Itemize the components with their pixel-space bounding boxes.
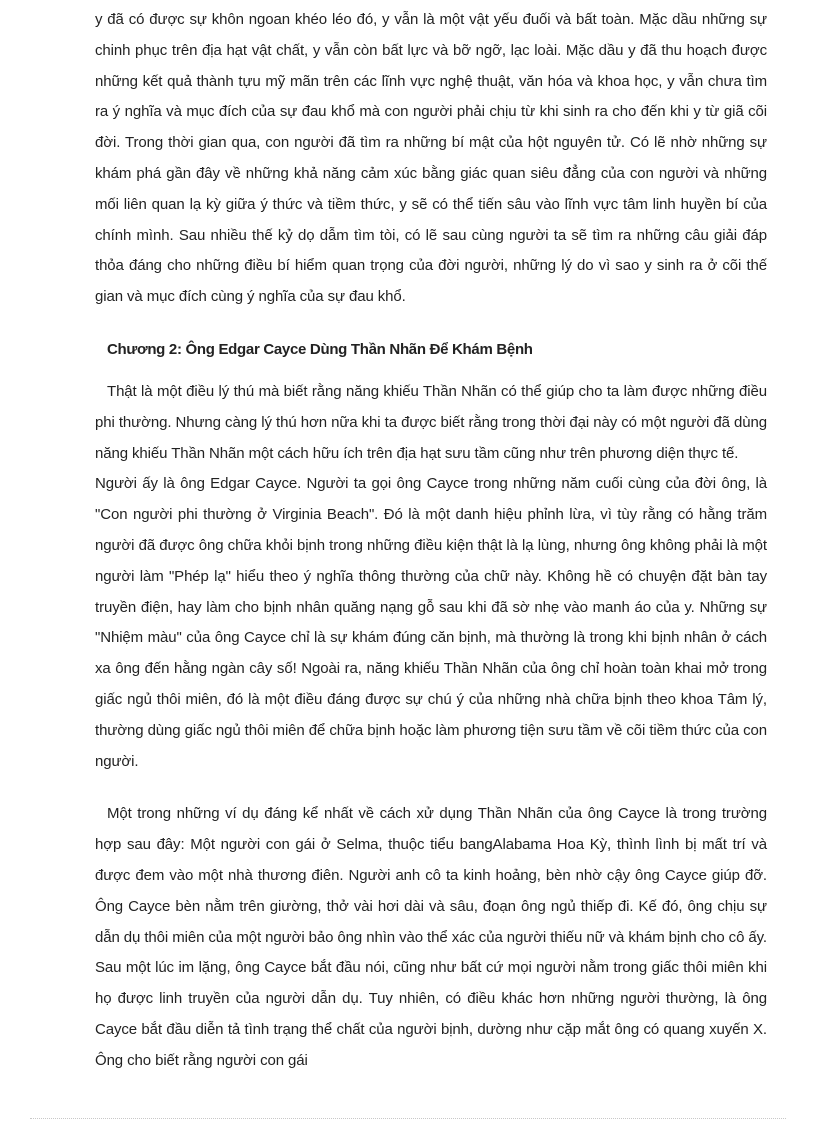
intro-paragraph: y đã có được sự khôn ngoan khéo léo đó, y vẫn là một vật yếu đuối và bất toàn. Mặc dầu những sự chinh phục trên địa hạt vật chất, y vẫn còn bất lực và bỡ ngỡ, lạc loài. Mặc dầu y đã thu hoạch được những kết quả thành tựu mỹ mãn trên các lĩnh vực nghệ thuật, văn hóa và khoa học, y vẫn chưa tìm ra ý nghĩa và mục đích của sự đau khổ mà con người phải chịu từ khi sinh ra cho đến khi y từ giã cõi đời. Trong thời gian qua, con người đã tìm ra những bí mật của hột nguyên tử. Có lẽ nhờ những sự khám phá gần đây về những khả năng cảm xúc bằng giác quan siêu đẳng của con người và những mối liên quan lạ kỳ giữa ý thức và tiềm thức, y sẽ có thể tiến sâu vào lĩnh vực tâm linh huyền bí của chính mình. Sau nhiều thế kỷ dọ dẫm tìm tòi, có lẽ sau cùng người ta sẽ tìm ra những câu giải đáp thỏa đáng cho những điều bí hiểm quan trọng của đời người, những lý do vì sao y sinh ra ở cõi thế gian và mục đích cùng ý nghĩa của sự đau khổ. — [95, 11, 767, 306]
document-body — [95, 5, 767, 1077]
chapter-paragraph-1-continued: Người ấy là ông Edgar Cayce. Người ta gọi ông Cayce trong những năm cuối cùng của đời ông, là "Con người phi thường ở Virginia Beach". Đó là một danh hiệu phỉnh lừa, vì tùy rằng có hằng trăm người đã được ông chữa khỏi bịnh trong những điều kiện thật là lạ lùng, nhưng ông không phải là một người làm "Phép lạ" hiểu theo ý nghĩa thông thường của chữ này. Không hề có chuyện đặt bàn tay truyền điện, hay làm cho bịnh nhân quăng nạng gỗ sau khi đã sờ nhẹ vào manh áo của y. Những sự "Nhiệm màu" của ông Cayce chỉ là sự khám đúng căn bịnh, mà thường là trong khi bịnh nhân ở cách xa ông đến hằng ngàn cây số! Ngoài ra, năng khiếu Thần Nhãn của ông chỉ hoàn toàn khai mở trong giấc ngủ thôi miên, đó là một điều đáng được sự chú ý của những nhà chữa bịnh theo khoa Tâm lý, thường dùng giấc ngủ thôi miên để chữa bịnh hoặc làm phương tiện sưu tầm về cõi tiềm thức của con người. — [95, 475, 767, 770]
chapter-paragraph-1-opening: Thật là một điều lý thú mà biết rằng năng khiếu Thần Nhãn có thể giúp cho ta làm được những điều phi thường. Nhưng càng lý thú hơn nữa khi ta được biết rằng trong thời đại này có một người đã dùng năng khiếu Thần Nhãn một cách hữu ích trên địa hạt sưu tầm cũng như trên phương diện thực tế. — [95, 382, 767, 462]
chapter-paragraph-2: Một trong những ví dụ đáng kể nhất về cách xử dụng Thần Nhãn của ông Cayce là trong trường hợp sau đây: Một người con gái ở Selma, thuộc tiểu bangAlabama Hoa Kỳ, thình lình bị mất trí và được đem vào một nhà thương điên. Người anh cô ta kinh hoảng, bèn nhờ cậy ông Cayce giúp đỡ. Ông Cayce bèn nằm trên giường, thở vài hơi dài và sâu, đoạn ông ngủ thiếp đi. Kế đó, ông chịu sự dẫn dụ thôi miên của một người bảo ông nhìn vào thể xác của người thiếu nữ và khám bịnh cho cô ấy. Sau một lúc im lặng, ông Cayce bắt đầu nói, cũng như bất cứ mọi người nằm trong giấc thôi miên khi họ được linh truyền của người dẫn dụ. Tuy nhiên, có điều khác hơn những người thường, là ông Cayce bắt đầu diễn tả tình trạng thể chất của người bịnh, dường như cặp mắt ông có quang xuyến X. Ông cho biết rằng người con gái — [95, 805, 767, 1069]
spacer — [95, 313, 767, 325]
chapter-heading: Chương 2: Ông Edgar Cayce Dùng Thần Nhãn Để Khám Bệnh — [107, 340, 533, 358]
spacer — [95, 777, 767, 799]
spacer — [95, 365, 767, 377]
page-bottom-divider — [30, 1118, 786, 1119]
